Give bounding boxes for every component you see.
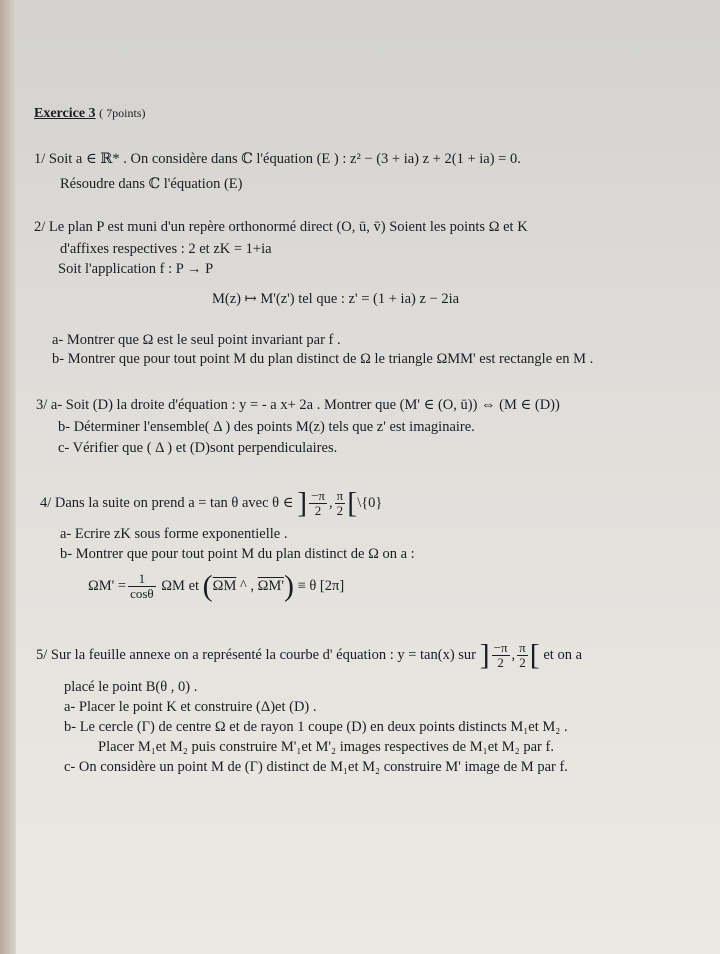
q2-part-b: b- Montrer que pour tout point M du plan distinct de Ω le triangle ΩMM' est rectangle en M .	[52, 351, 594, 367]
interval-close-bracket: [	[347, 486, 358, 520]
q4-formula-om: ΩM et	[161, 578, 200, 594]
q5-statement-end: et on a	[543, 647, 583, 663]
q2-affixes: d'affixes respectives : 2 et zK = 1+ia	[60, 241, 272, 257]
frac-1-over-cos: $\frac{1}{\cos\theta}$	[130, 571, 154, 602]
q3-part-c: c- Vérifier que ( Δ ) et (D)sont perpendiculaires.	[58, 440, 338, 456]
q4-formula-right: ≡ θ [2π]	[297, 578, 345, 594]
q4-formula-left: ΩM' =	[88, 578, 127, 594]
exercise-header	[34, 104, 146, 123]
q2-statement: 2/ Le plan P est muni d'un repère orthonormé direct (O, ū, v̄) Soient les points Ω et K	[34, 219, 528, 235]
q5-part-a: a- Placer le point K et construire (Δ)et (D) .	[64, 699, 317, 715]
q4-formula: ΩM' = $\frac{1}{\cos\theta}$ ΩM et ($\overline{\Omega M}$ ^ , ΩM') ≡ θ [2π]	[88, 569, 345, 603]
angle-open-paren: (	[202, 569, 213, 603]
vector-om-prime: ΩM'	[257, 578, 284, 594]
frac-pi-over-2: $\frac{\pi}{2}$	[336, 488, 344, 519]
q5-part-b-2: Placer M₁et M₂ puis construire M'₁et M'₂ images respectives de M₁et M₂ par f.	[98, 739, 554, 755]
q5-close-bracket: [	[529, 638, 540, 672]
frac-minus-pi-over-2: $\frac{-\pi}{2}$	[311, 488, 325, 519]
q5-statement-text: 5/ Sur la feuille annexe on a représenté la courbe d' équation : y = tan(x) sur	[36, 647, 476, 663]
q5-frac-minus-pi-over-2: $\frac{-\pi}{2}$	[493, 640, 508, 671]
q5-separator: ,	[511, 647, 516, 663]
exercise-title: Exercice 3	[34, 106, 96, 121]
interval-separator: ,	[328, 495, 333, 511]
q5-frac-pi-over-2: $\frac{\pi}{2}$	[519, 640, 526, 671]
q2-part-a: a- Montrer que Ω est le seul point invariant par f .	[52, 332, 341, 348]
angle-close-paren: )	[283, 569, 294, 603]
q4-part-b: b- Montrer que pour tout point M du plan distinct de Ω on a :	[60, 546, 415, 562]
q3-part-a: 3/ a- Soit (D) la droite d'équation : y = - a x+ 2a . Montrer que (M' ∈ (O, ū)) ⇔ (M ∈ (D))	[36, 397, 560, 413]
q5-statement	[36, 635, 582, 675]
vector-om: $\overline{\Omega M}$	[212, 578, 237, 594]
q2-mapping: M(z) ↦ M'(z') tel que : z' = (1 + ia) z − 2ia	[212, 291, 460, 307]
q2-application: Soit l'application f : P → P	[58, 261, 214, 277]
q5-part-c: c- On considère un point M de (Γ) distinct de M₁et M₂ construire M' image de M par f.	[64, 759, 568, 775]
exercise-points: ( 7points)	[99, 106, 146, 120]
q5-part-b-1: b- Le cercle (Γ) de centre Ω et de rayon 1 coupe (D) en deux points distincts M₁et M₂ .	[64, 719, 568, 735]
q3-part-b: b- Déterminer l'ensemble( Δ ) des points M(z) tels que z' est imaginaire.	[58, 419, 475, 435]
q5-point-b: placé le point B(θ , 0) .	[64, 679, 198, 695]
q4-intro	[40, 483, 382, 523]
q1-statement: 1/ Soit a ∈ ℝ* . On considère dans ℂ l'équation (E ) : z² − (3 + ia) z + 2(1 + ia) = 0.	[34, 151, 521, 167]
paper-edge-shadow	[0, 0, 16, 954]
q1-task: Résoudre dans ℂ l'équation (E)	[60, 176, 243, 192]
q4-intro-text: 4/ Dans la suite on prend a = tan θ avec θ ∈	[40, 495, 294, 511]
q5-open-bracket: ]	[479, 638, 490, 672]
interval-open-bracket: ]	[297, 486, 308, 520]
interval-excluded-zero: \{0}	[357, 495, 383, 511]
q4-part-a: a- Ecrire zK sous forme exponentielle .	[60, 526, 288, 542]
